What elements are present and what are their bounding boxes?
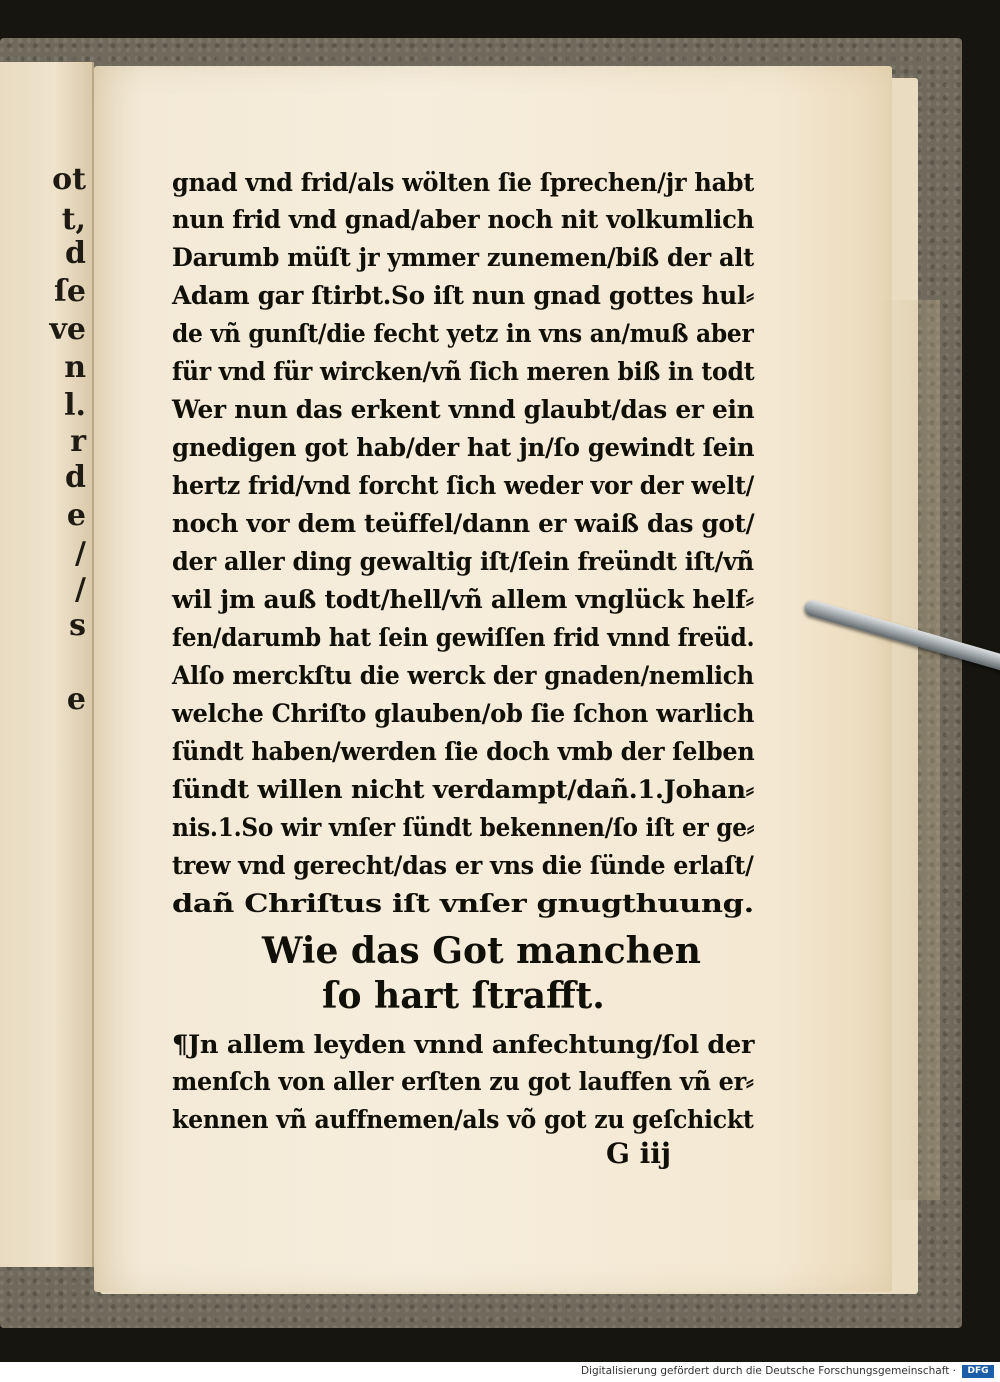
left-fragment: /	[75, 572, 86, 607]
signature-mark: G iij	[606, 1137, 672, 1170]
text-line: hertz frid/vnd forcht ſich weder vor der welt/	[172, 471, 755, 500]
text-line: für vnd für wircken/vñ ſich meren biß in todt	[172, 357, 755, 386]
text-line: der aller ding gewaltig iſt/ſein freündt iſt/vñ	[172, 547, 754, 576]
text-line: Darumb müſt jr ymmer zunemen/biß der alt	[172, 243, 754, 272]
text-line: kennen vñ auffnemen/als võ got zu geſchickt	[172, 1105, 754, 1134]
page-stain	[880, 300, 940, 1200]
text-line: dañ Chriſtus iſt vnſer gnugthuung.	[172, 889, 754, 918]
left-fragment: e	[66, 682, 86, 717]
left-fragment: l.	[64, 388, 86, 423]
text-line: noch vor dem teüffel/dann er waiß das got/	[172, 509, 755, 538]
left-fragment: d	[65, 460, 86, 495]
text-line: nis.1.So wir vnſer ſündt bekennen/ſo iſt er ge⸗	[172, 813, 755, 842]
text-line: Adam gar ſtirbt.So iſt nun gnad gottes hul⸗	[172, 281, 754, 310]
funding-credit: Digitalisierung gefördert durch die Deutsche Forschungsgemeinschaft ·	[580, 1365, 956, 1377]
text-line: fen/darumb hat ſein gewiſſen frid vnnd freüd.	[172, 623, 755, 652]
text-line: Wer nun das erkent vnnd glaubt/das er ein	[172, 395, 755, 424]
left-fragment: ve	[49, 312, 86, 347]
left-page	[0, 62, 94, 1267]
text-line: welche Chriſto glauben/ob ſie ſchon warlich	[172, 699, 755, 728]
left-fragment: ot	[52, 162, 86, 197]
text-line: de vñ gunſt/die fecht yetz in vns an/muß aber	[172, 319, 754, 348]
text-line: ſündt haben/werden ſie doch vmb der ſelben	[172, 737, 755, 766]
footer-bar	[0, 1362, 1000, 1382]
left-fragment: t,	[61, 202, 86, 237]
left-fragment: d	[65, 236, 86, 271]
section-heading: Wie das Got manchen	[262, 930, 701, 972]
left-fragment: r	[70, 424, 86, 459]
left-fragment: /	[75, 536, 86, 571]
text-line: ſündt willen nicht verdampt/dañ.1.Johan⸗	[172, 775, 754, 804]
dfg-logo-icon: DFG	[962, 1365, 994, 1378]
text-line: ¶Jn allem leyden vnnd anfechtung/ſol der	[172, 1030, 755, 1059]
text-line: trew vnd gerecht/das er vns die ſünde erlaſt/	[172, 851, 754, 880]
text-line: gnedigen got hab/der hat jn/ſo gewindt ſein	[172, 433, 755, 462]
text-line: wil jm auß todt/hell/vñ allem vnglück helf⸗	[172, 585, 754, 614]
left-fragment: s	[69, 608, 86, 643]
left-fragment: e	[66, 498, 86, 533]
section-heading: ſo hart ſtrafft.	[322, 975, 605, 1017]
text-line: nun frid vnd gnad/aber noch nit volkumlich	[172, 205, 754, 234]
text-line: Alſo merckſtu die werck der gnaden/nemlich	[172, 661, 754, 690]
left-fragment: ſe	[54, 274, 86, 309]
text-line: gnad vnd frid/als wölten ſie ſprechen/jr habt	[172, 168, 755, 197]
text-line: menſch von aller erſten zu got lauffen vñ er⸗	[172, 1067, 754, 1096]
left-fragment: n	[64, 350, 86, 385]
